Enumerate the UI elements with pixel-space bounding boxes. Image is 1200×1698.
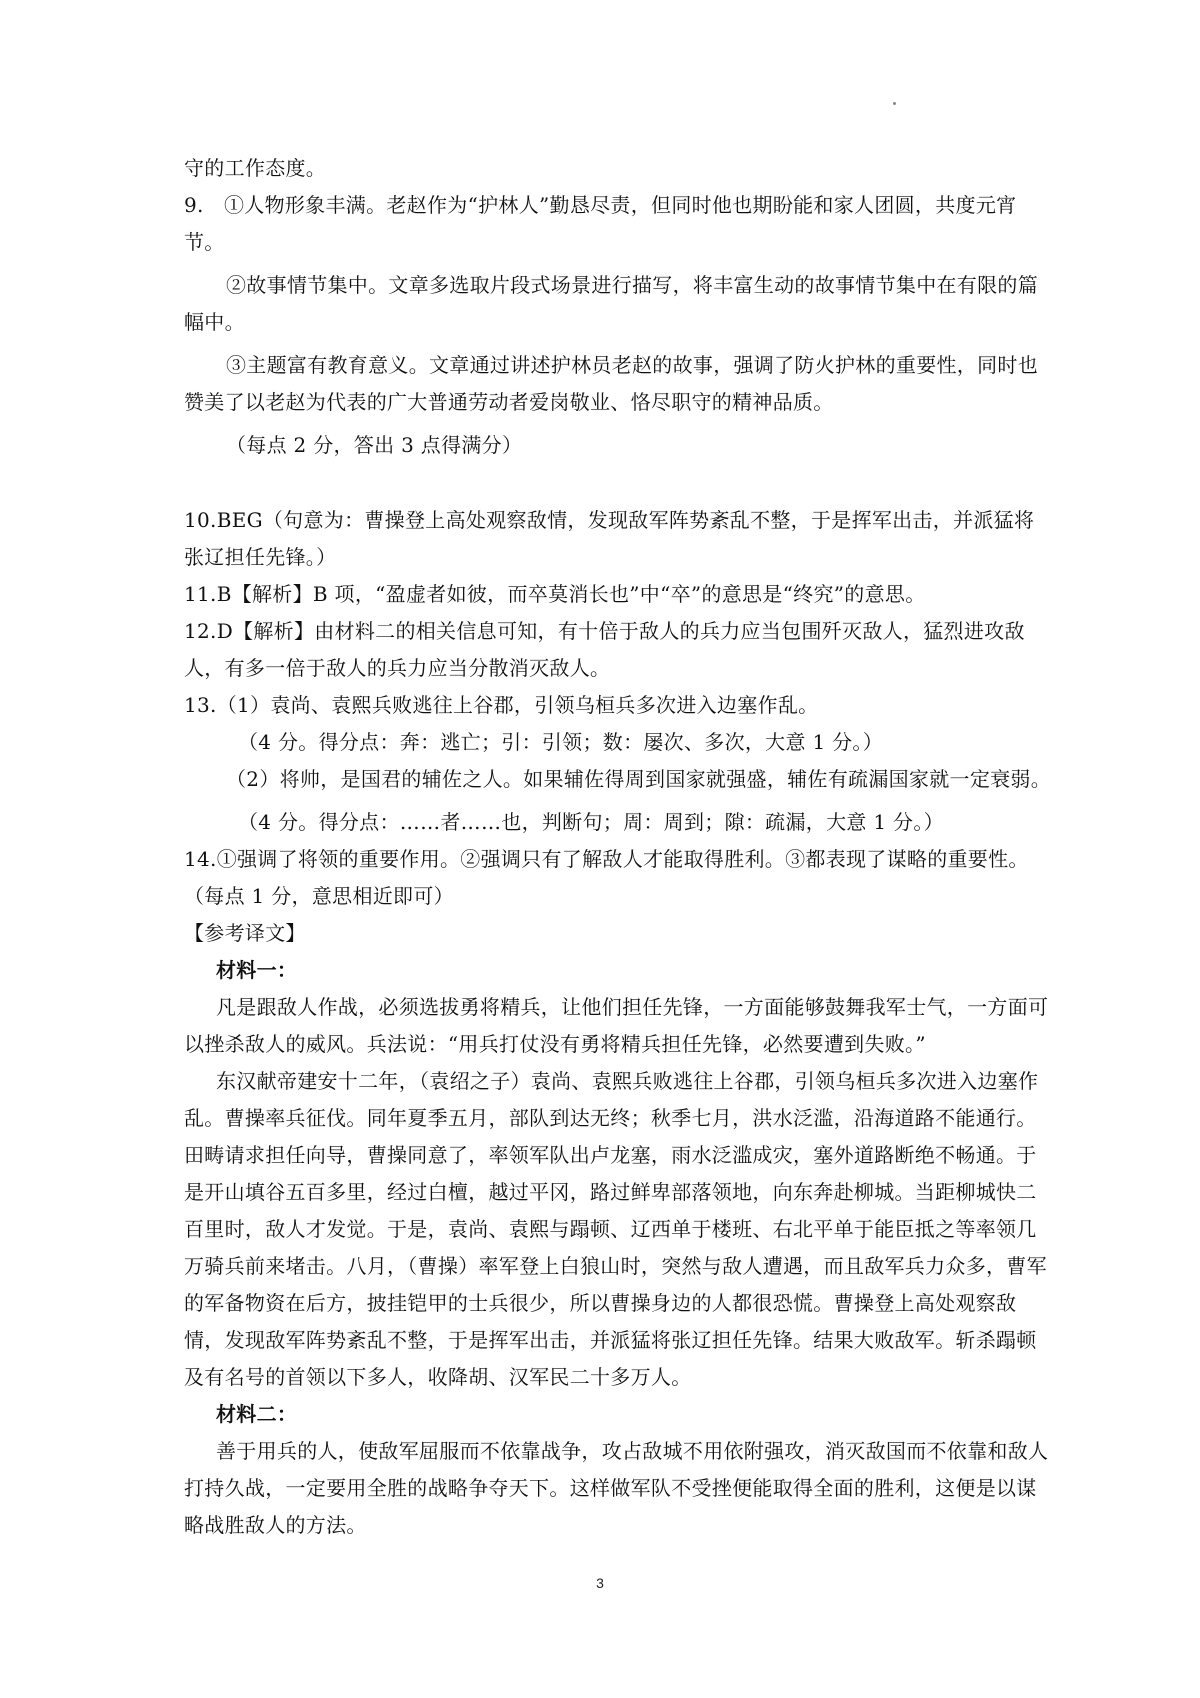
answer-q13-part1: 13.（1）袁尚、袁熙兵败逃往上谷郡，引领乌桓兵多次进入边塞作乱。 [184, 693, 819, 717]
material-one-paragraph-2: 东汉献帝建安十二年，（袁绍之子）袁尚、袁熙兵败逃往上谷郡，引领乌桓兵多次进入边塞作乱。曹操率兵征伐。同年夏季五月，部队到达无终；秋季七月，洪水泛滥，沿海道路不能通行。田畴请求担任向导，曹操同意了，率领军队出卢龙塞，雨水泛滥成灾，塞外道路断绝不畅通。于是开山填谷五百多里，经过白檀，越过平冈，路过鲜卑部落领地，向东奔赴柳城。当距柳城快二百里时，敌人才发觉。于是，袁尚、袁熙与蹋顿、辽西单于楼班、右北平单于能臣抵之等率领几万骑兵前来堵击。八月，（曹操）率军登上白狼山时，突然与敌人遭遇，而且敌军兵力众多，曹军的军备物资在后方，披挂铠甲的士兵很少，所以曹操身边的人都很恐慌。曹操登上高处观察敌情，发现敌军阵势紊乱不整，于是挥军出击，并派猛将张辽担任先锋。结果大败敌军。斩杀蹋顿及有名号的首领以下多人，收降胡、汉军民二十多万人。 [184, 1069, 1047, 1389]
page-number: 3 [596, 1575, 604, 1591]
answer-q13-part1-note: （4 分。得分点：奔：逃亡；引：引领；数：屡次、多次，大意 1 分。） [238, 730, 884, 754]
material-one-paragraph-1: 凡是跟敌人作战，必须选拔勇将精兵，让他们担任先锋，一方面能够鼓舞我军士气，一方面可以挫杀敌人的威风。兵法说：“用兵打仗没有勇将精兵担任先锋，必然要遭到失败。” [184, 995, 1049, 1056]
answer-q9-scoring-note: （每点 2 分，答出 3 点得满分） [226, 433, 523, 457]
answer-q9-point2: ②故事情节集中。文章多选取片段式场景进行描写，将丰富生动的故事情节集中在有限的篇幅中。 [184, 273, 1038, 334]
material-one-heading: 材料一： [216, 958, 298, 982]
answer-q11: 11.B【解析】B 项，“盈虚者如彼，而卒莫消长也”中“卒”的意思是“终究”的意思。 [184, 582, 926, 606]
scan-speck [893, 102, 896, 105]
answer-content [184, 150, 1054, 1544]
reference-translation-heading: 【参考译文】 [184, 921, 306, 945]
answer-q10: 10.BEG（句意为：曹操登上高处观察敌情，发现敌军阵势紊乱不整，于是挥军出击，并派猛将张辽担任先锋。） [184, 508, 1035, 569]
answer-q12: 12.D【解析】由材料二的相关信息可知，有十倍于敌人的兵力应当包围歼灭敌人，猛烈进攻敌人，有多一倍于敌人的兵力应当分散消灭敌人。 [184, 619, 1025, 680]
material-two-paragraph-1: 善于用兵的人，使敌军屈服而不依靠战争，攻占敌城不用依附强攻，消灭敌国而不依靠和敌人打持久战，一定要用全胜的战略争夺天下。这样做军队不受挫便能取得全面的胜利，这便是以谋略战胜敌人的方法。 [184, 1439, 1049, 1537]
answer-q13-part2: （2）将帅，是国君的辅佐之人。如果辅佐得周到国家就强盛，辅佐有疏漏国家就一定衰弱。 [226, 767, 1052, 791]
answer-q9-point3: ③主题富有教育意义。文章通过讲述护林员老赵的故事，强调了防火护林的重要性，同时也赞美了以老赵为代表的广大普通劳动者爱岗敬业、恪尽职守的精神品质。 [184, 353, 1038, 414]
answer-q9-point1: 9. ①人物形象丰满。老赵作为“护林人”勤恳尽责，但同时他也期盼能和家人团圆，共度元宵节。 [184, 193, 1017, 254]
material-two-heading: 材料二： [216, 1402, 298, 1426]
answer-q14: 14.①强调了将领的重要作用。②强调只有了解敌人才能取得胜利。③都表现了谋略的重要性。（每点 1 分，意思相近即可） [184, 847, 1029, 908]
continued-line: 守的工作态度。 [184, 156, 327, 180]
answer-q13-part2-note: （4 分。得分点：……者……也，判断句；周：周到；隙：疏漏，大意 1 分。） [238, 810, 944, 834]
